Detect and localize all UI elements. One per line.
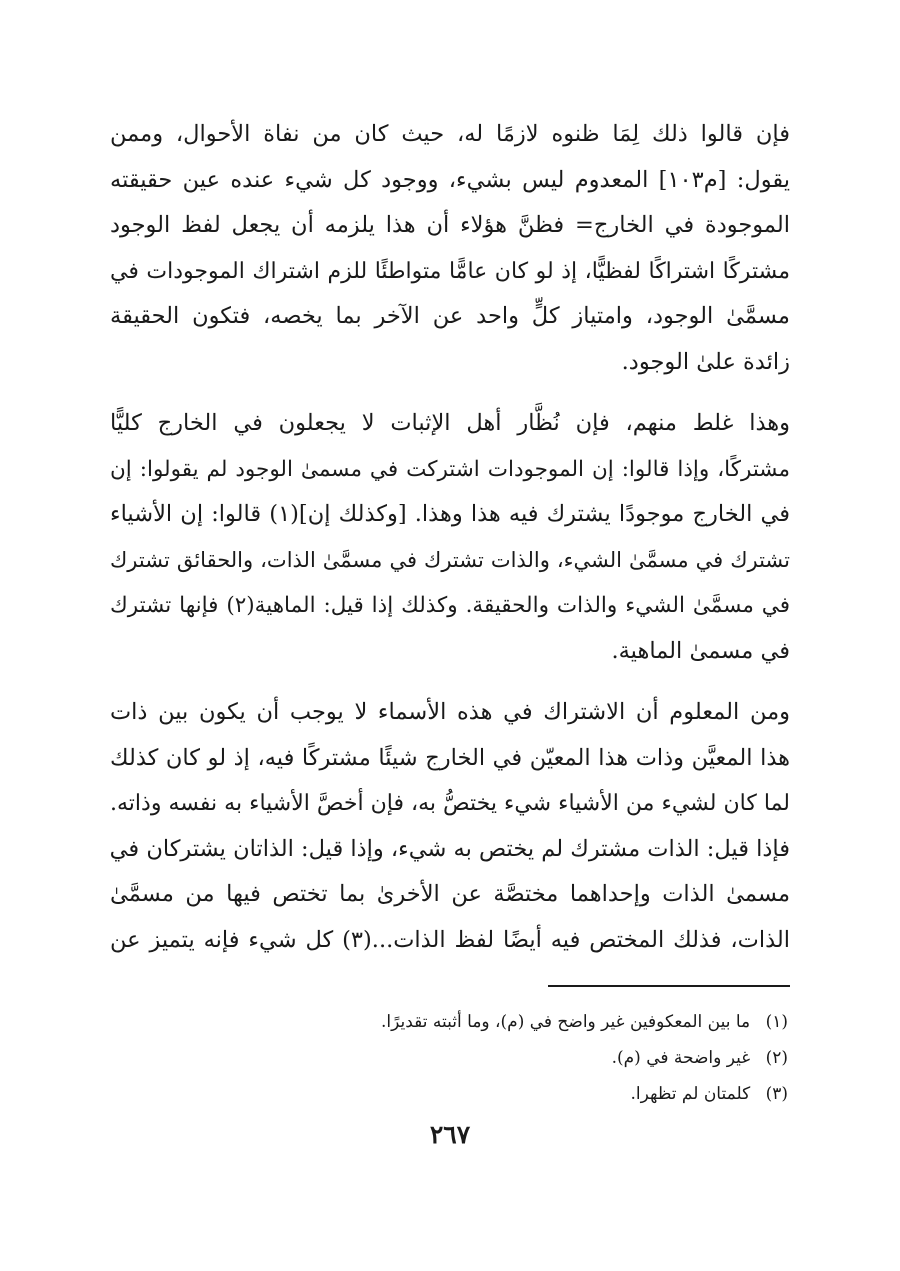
paragraph-1 (110, 112, 790, 385)
text-line: مشتركًا اشتراكًا لفظيًّا، إذ لو كان عامًّا متواطئًا للزم اشتراك الموجودات في (110, 258, 790, 284)
footnote-text: كلمتان لم تظهرا. (630, 1084, 751, 1104)
text-line: مسمىٰ الذات وإحداهما مختصَّة عن الأخرىٰ بما تختص فيها من مسمَّىٰ (110, 881, 790, 907)
footnote-number: (١) (765, 1012, 788, 1032)
text-line: زائدة علىٰ الوجود. (621, 348, 790, 375)
main-text (110, 112, 790, 979)
paragraph-3 (110, 690, 790, 963)
paragraph-2 (110, 401, 790, 674)
footnote-text: ما بين المعكوفين غير واضح في (م)، وما أثبته تقديرًا. (381, 1012, 751, 1032)
footnote-item (228, 1004, 788, 1040)
text-line: فإن قالوا ذلك لِمَا ظنوه لازمًا له، حيث كان من نفاة الأحوال، وممن (110, 121, 790, 147)
footnote-text: غير واضحة في (م). (611, 1048, 751, 1068)
text-line: مشتركًا، وإذا قالوا: إن الموجودات اشتركت في مسمىٰ الوجود لم يقولوا: إن (110, 456, 790, 482)
text-line: في مسمىٰ الماهية. (611, 637, 790, 664)
text-line: مسمَّىٰ الوجود، وامتياز كلٍّ واحد عن الآخر بما يخصه، فتكون الحقيقة (110, 303, 790, 329)
text-line: فإذا قيل: الذات مشترك لم يختص به شيء، وإذا قيل: الذاتان يشتركان في (109, 835, 790, 862)
text-line: الذات، فذلك المختص فيه أيضًا لفظ الذات...(٣) كل شيء فإنه يتميز عن (110, 926, 790, 953)
text-line: تشترك في مسمَّىٰ الشيء، والذات تشترك في مسمَّىٰ الذات، والحقائق تشترك (110, 547, 791, 572)
footnotes (228, 1004, 788, 1112)
text-line: في مسمَّىٰ الشيء والذات والحقيقة. وكذلك إذا قيل: الماهية(٢) فإنها تشترك (110, 593, 790, 618)
footnote-divider (548, 985, 790, 987)
text-line: الموجودة في الخارج= فظنَّ هؤلاء أن هذا يلزمه أن يجعل لفظ الوجود (110, 212, 790, 238)
text-line: وهذا غلط منهم، فإن نُظَّار أهل الإثبات لا يجعلون في الخارج كليًّا (110, 410, 790, 436)
footnote-number: (٣) (765, 1084, 788, 1104)
text-line: لما كان لشيء من الأشياء شيء يختصُّ به، فإن أخصَّ الأشياء به نفسه وذاته. (110, 791, 790, 816)
footnote-item (228, 1076, 788, 1112)
page-number: ٢٦٧ (429, 1120, 471, 1149)
text-line: ومن المعلوم أن الاشتراك في هذه الأسماء لا يوجب أن يكون بين ذات (110, 699, 790, 725)
text-line: هذا المعيَّن وذات هذا المعيّن في الخارج شيئًا مشتركًا فيه، إذ لو كان كذلك (110, 744, 790, 771)
footnote-item (228, 1040, 788, 1076)
footnote-number: (٢) (765, 1048, 788, 1068)
text-line: يقول: [م١٠٣] المعدوم ليس بشيء، ووجود كل شيء عنده عين حقيقته (110, 166, 790, 193)
text-line: في الخارج موجودًا يشترك فيه هذا وهذا. [وكذلك إن](١) قالوا: إن الأشياء (110, 501, 790, 527)
